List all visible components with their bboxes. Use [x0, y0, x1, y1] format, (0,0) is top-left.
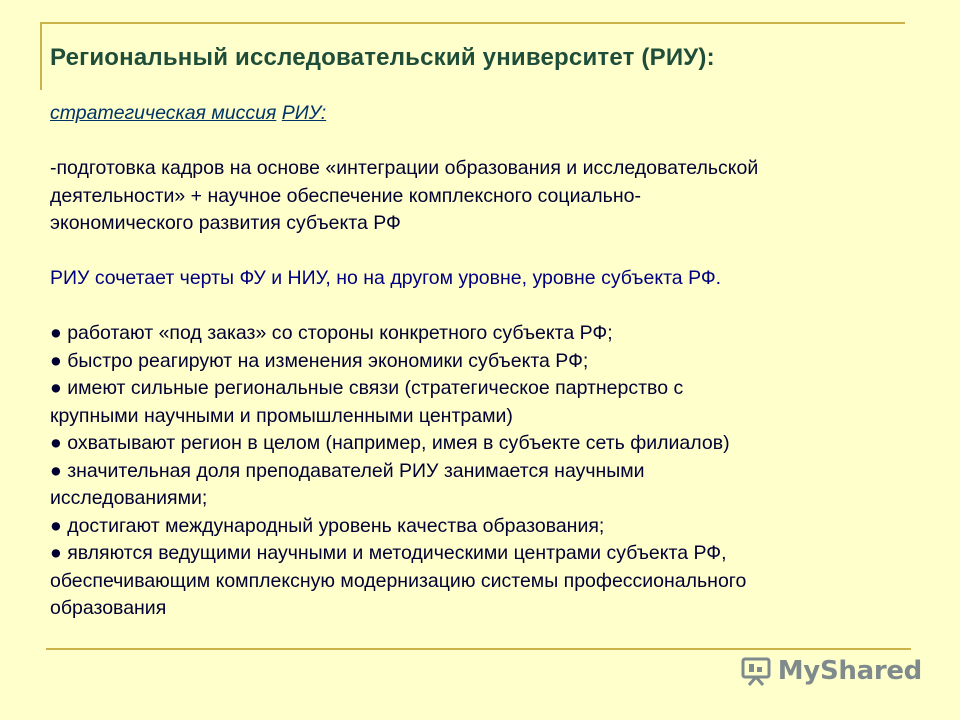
bullet-line: ● значительная доля преподавателей РИУ занимается научными	[50, 459, 645, 482]
mission-line: -подготовка кадров на основе «интеграции образования и исследовательской	[50, 157, 759, 179]
spacer	[50, 128, 920, 156]
bullet-line: ● имеют сильные региональные связи (стратегическое партнерство с	[50, 377, 684, 399]
bullet-line: ● быстро реагируют на изменения экономики субъекта РФ;	[50, 349, 589, 372]
slide-body	[50, 100, 920, 623]
frame-bottom-line	[46, 648, 911, 650]
spacer	[50, 293, 920, 321]
bullet-line: крупными научными и промышленными центрами)	[50, 404, 513, 427]
presentation-board-icon	[740, 656, 772, 686]
subtitle-mission: стратегическая миссия	[50, 102, 277, 124]
bullet-line: исследованиями;	[50, 487, 208, 509]
combination-statement: РИУ сочетает черты ФУ и НИУ, но на другом уровне, уровне субъекта РФ.	[50, 267, 722, 289]
subtitle-riu: РИУ:	[281, 102, 327, 124]
slide-title: Региональный исследовательский университет (РИУ):	[50, 44, 715, 71]
mission-line: экономического развития субъекта РФ	[50, 212, 401, 234]
bullet-line: ● охватывают регион в целом (например, имея в субъекте сеть филиалов)	[50, 432, 730, 454]
bullet-line: обеспечивающим комплексную модернизацию системы профессионального	[50, 569, 747, 592]
subtitle	[50, 100, 920, 128]
bullet-line: ● достигают международный уровень качества образования;	[50, 514, 605, 537]
frame-left-line	[40, 22, 42, 90]
frame-top-line	[40, 22, 905, 24]
bullet-line: ● являются ведущими научными и методическими центрами субъекта РФ,	[50, 542, 727, 564]
spacer	[50, 238, 920, 266]
watermark-text: MyShared	[777, 656, 922, 686]
watermark-logo	[740, 656, 922, 686]
bullet-line: ● работают «под заказ» со стороны конкретного субъекта РФ;	[50, 322, 613, 344]
bullet-line: образования	[50, 597, 167, 619]
mission-line: деятельности» + научное обеспечение комплексного социально-	[50, 184, 641, 207]
